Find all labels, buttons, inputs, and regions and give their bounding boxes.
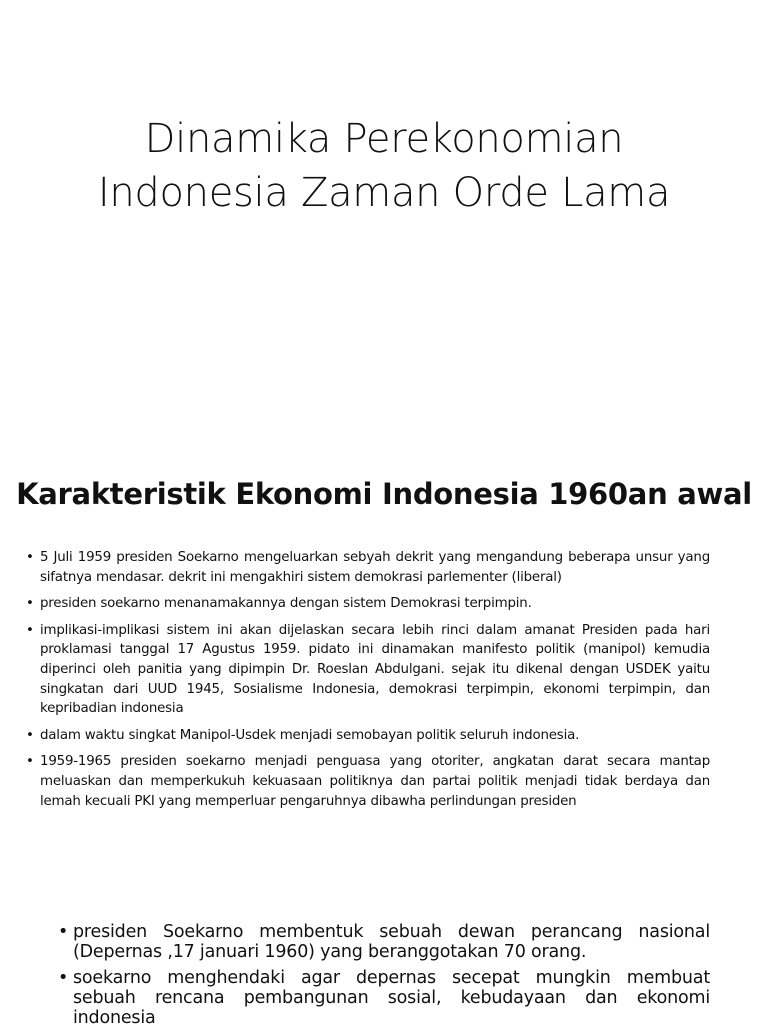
bullet-list xyxy=(26,548,710,818)
bullet-list-slide-3 xyxy=(58,922,710,1034)
list-item: • 5 Juli 1959 presiden Soekarno mengeluarkan sebyah dekrit yang mengandung beberapa unsur yang sifatnya mendasar. dekrit ini mengakhiri sistem demokrasi parlementer (liberal) xyxy=(26,548,710,587)
section-heading: Karakteristik Ekonomi Indonesia 1960an awal xyxy=(16,477,752,511)
list-item: • implikasi-implikasi sistem ini akan dijelaskan secara lebih rinci dalam amanat Presiden pada hari proklamasi tanggal 17 Agustus 1959. pidato ini dinamakan manifesto politik (manipol) kemudia diperinci oleh panitia yang dipimpin Dr. Roeslan Abdulgani. sejak itu dikenal dengan USDEK yaitu singkatan dari UUD 1945, Sosialisme Indonesia, demokrasi terpimpin, ekonomi terpimpin, dan kepribadian indonesia xyxy=(26,621,710,719)
slide-title xyxy=(0,112,768,220)
list-item: • presiden soekarno menanamakannya dengan sistem Demokrasi terpimpin. xyxy=(26,594,710,614)
list-item: • presiden Soekarno membentuk sebuah dewan perancang nasional (Depernas ,17 januari 1960) yang beranggotakan 70 orang. xyxy=(58,922,710,962)
slide-title-line-1: Dinamika Perekonomian xyxy=(144,116,624,162)
list-item: • 1959-1965 presiden soekarno menjadi penguasa yang otoriter, angkatan darat secara mantap meluaskan dan memperkukuh kekuasaan politiknya dan partai politik menjadi tidak berdaya dan lemah kecuali PKI yang memperluar pengaruhnya dibawha perlindungan presiden xyxy=(26,752,710,811)
list-item: • dalam waktu singkat Manipol-Usdek menjadi semobayan politik seluruh indonesia. xyxy=(26,726,710,746)
list-item: • soekarno menghendaki agar depernas secepat mungkin membuat sebuah rencana pembangunan sosial, kebudayaan dan ekonomi indonesia xyxy=(58,968,710,1028)
slide-title-line-2: Indonesia Zaman Orde Lama xyxy=(97,170,671,216)
